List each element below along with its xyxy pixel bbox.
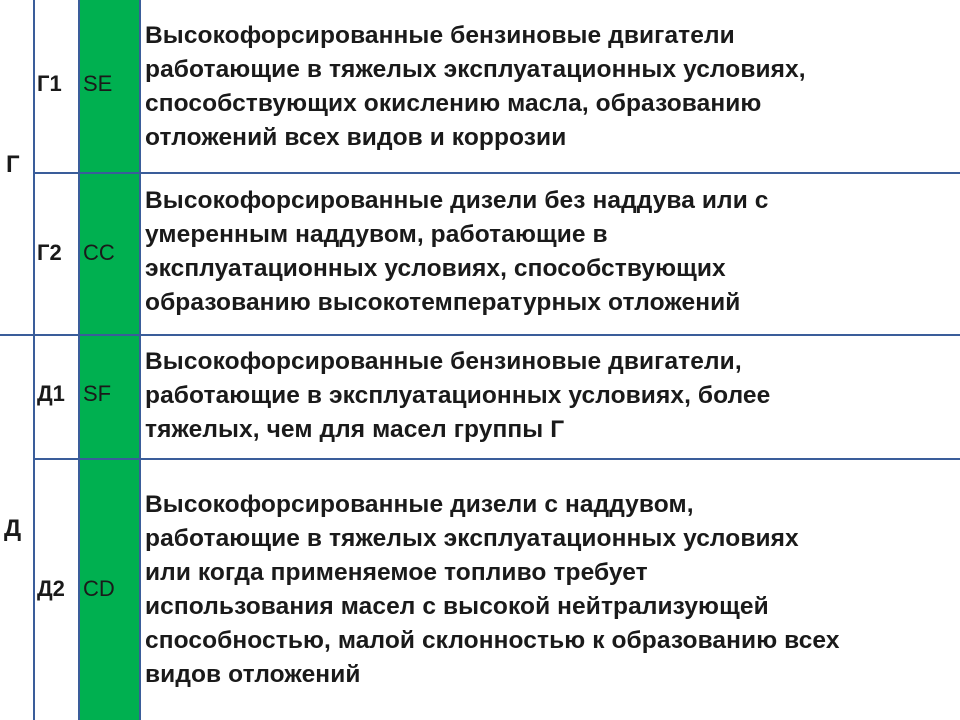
subgroup-code-g2: Г2 [37, 240, 62, 265]
description-g2: Высокофорсированные дизели без наддува или с умеренным наддувом, работающие в эксплуатационных условиях, способствующих образованию высокотемпературных отложений [145, 187, 769, 316]
api-code-sf: SF [83, 381, 112, 406]
subgroup-code-d1: Д1 [37, 381, 65, 406]
grid-line [0, 334, 960, 336]
description-d1: Высокофорсированные бензиновые двигатели, работающие в эксплуатационных условиях, более тяжелых, чем для масел группы Г [145, 348, 771, 443]
grid-line [33, 0, 35, 720]
group-letter-g: Г [6, 151, 20, 178]
api-code-column [80, 0, 140, 720]
grid-line [35, 458, 960, 460]
description-d2: Высокофорсированные дизели с наддувом, работающие в тяжелых эксплуатационных условиях или когда применяемое топливо требует использования масел с высокой нейтрализующей способностью, малой склонностью к образованию всех видов отложений [145, 491, 840, 688]
subgroup-code-g1: Г1 [37, 71, 62, 96]
subgroup-code-d2: Д2 [37, 576, 65, 601]
grid-line [139, 0, 141, 720]
api-code-cd: CD [83, 576, 115, 601]
grid-line [35, 172, 960, 174]
group-letter-d: Д [4, 515, 22, 542]
grid-line [78, 0, 80, 720]
description-g1: Высокофорсированные бензиновые двигатели работающие в тяжелых эксплуатационных условиях, способствующих окислению масла, образованию отложений всех видов и коррозии [145, 22, 806, 151]
api-code-cc: CC [83, 240, 115, 265]
api-code-se: SE [83, 71, 113, 96]
